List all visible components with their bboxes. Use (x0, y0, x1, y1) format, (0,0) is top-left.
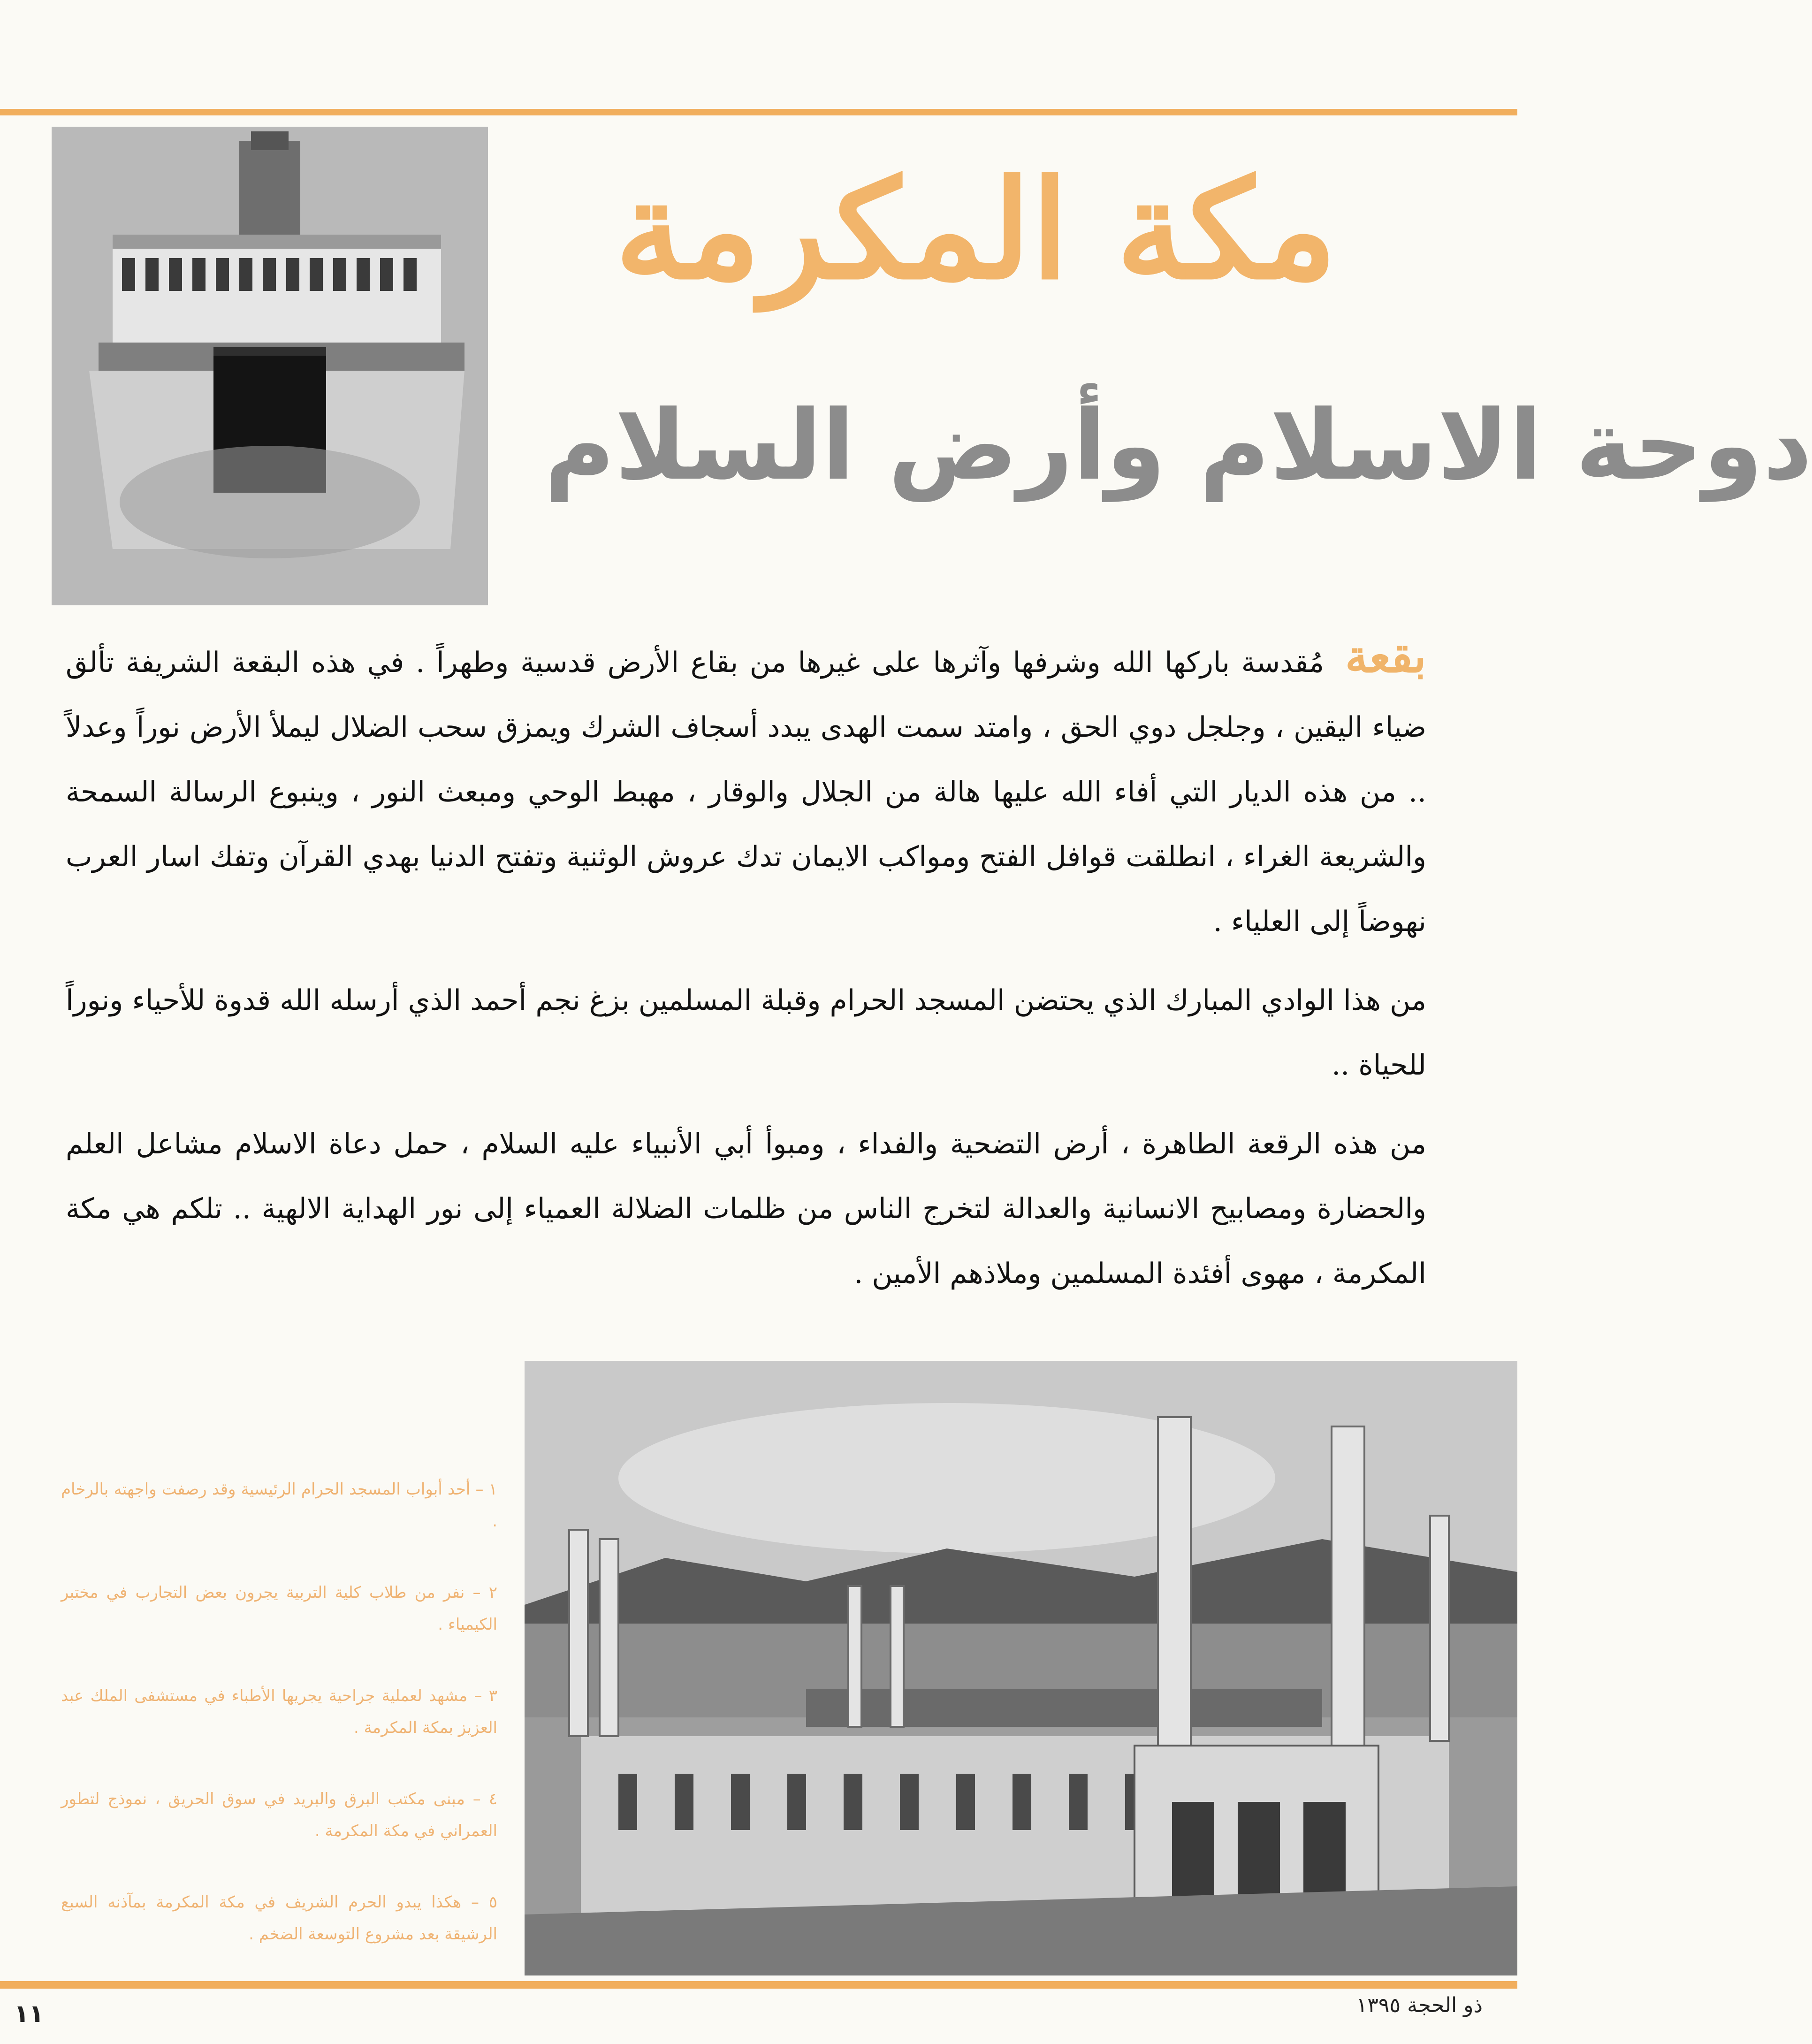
lead-word: بقعة (1345, 630, 1426, 683)
caption-3: ٣ – مشهد لعملية جراحية يجريها الأطباء في مستشفى الملك عبد العزيز بمكة المكرمة . (61, 1686, 497, 1737)
title-subtitle: دوحة الاسلام وأرض السلام (544, 390, 1812, 502)
caption-5: ٥ – هكذا يبدو الحرم الشريف في مكة المكرمة بمآذنه السبع الرشيقة بعد مشروع التوسعة الضخم . (61, 1893, 497, 1944)
kaaba-photo (52, 127, 488, 605)
title-main: مكة المكرمة (615, 150, 1337, 310)
bottom-rule (0, 1981, 1517, 1989)
paragraph-1-text: مُقدسة باركها الله وشرفها وآثرها على غيرها من بقاع الأرض قدسية وطهراً . في هذه البقعة الشريفة تألق ضياء اليقين ، وجلجل دوي الحق ، وامتد سمت الهدى يبدد أسجاف الشرك ويمزق سحب الضلال ليملأ الأرض نوراً وعدلاً .. من هذه الديار التي أفاء الله عليها هالة من الجلال والوقار ، مهبط الوحي ومبعث النور ، وينبوع الرسالة السمحة والشريعة الغراء ، انطلقت قوافل الفتح ومواكب الايمان تدك عروش الوثنية وتفتح الدنيا بهدي القرآن وتفك اسار العرب نهوضاً إلى العلياء . (66, 646, 1426, 938)
article-body (66, 624, 1426, 1320)
paragraph-2: من هذا الوادي المبارك الذي يحتضن المسجد الحرام وقبلة المسلمين بزغ نجم أحمد الذي أرسله الله قدوة للأحياء ونوراً للحياة .. (66, 984, 1426, 1082)
paragraph-3: من هذه الرقعة الطاهرة ، أرض التضحية والفداء ، ومبوأ أبي الأنبياء عليه السلام ، حمل دعاة الاسلام مشاعل العلم والحضارة ومصابيح الانسانية والعدالة لتخرج الناس من ظلمات الضلالة العمياء إلى نور الهداية الالهية .. تلكم هي مكة المكرمة ، مهوى أفئدة المسلمين وملاذهم الأمين . (66, 1128, 1426, 1290)
page-number: ١١ (14, 2000, 44, 2028)
caption-2: ٢ – نفر من طلاب كلية التربية يجرون بعض التجارب في مختبر الكيمياء . (61, 1583, 497, 1634)
photo-captions (61, 1473, 497, 1990)
caption-1: ١ – أحد أبواب المسجد الحرام الرئيسية وقد رصفت واجهته بالرخام . (61, 1480, 497, 1531)
haram-mosque-photo (525, 1361, 1517, 1975)
top-rule (0, 109, 1517, 115)
paragraph-1 (66, 624, 1426, 954)
issue-date: ذو الحجة ١٣٩٥ (1356, 1993, 1483, 2017)
caption-4: ٤ – مبنى مكتب البرق والبريد في سوق الحريق ، نموذج لتطور العمراني في مكة المكرمة . (61, 1790, 497, 1840)
